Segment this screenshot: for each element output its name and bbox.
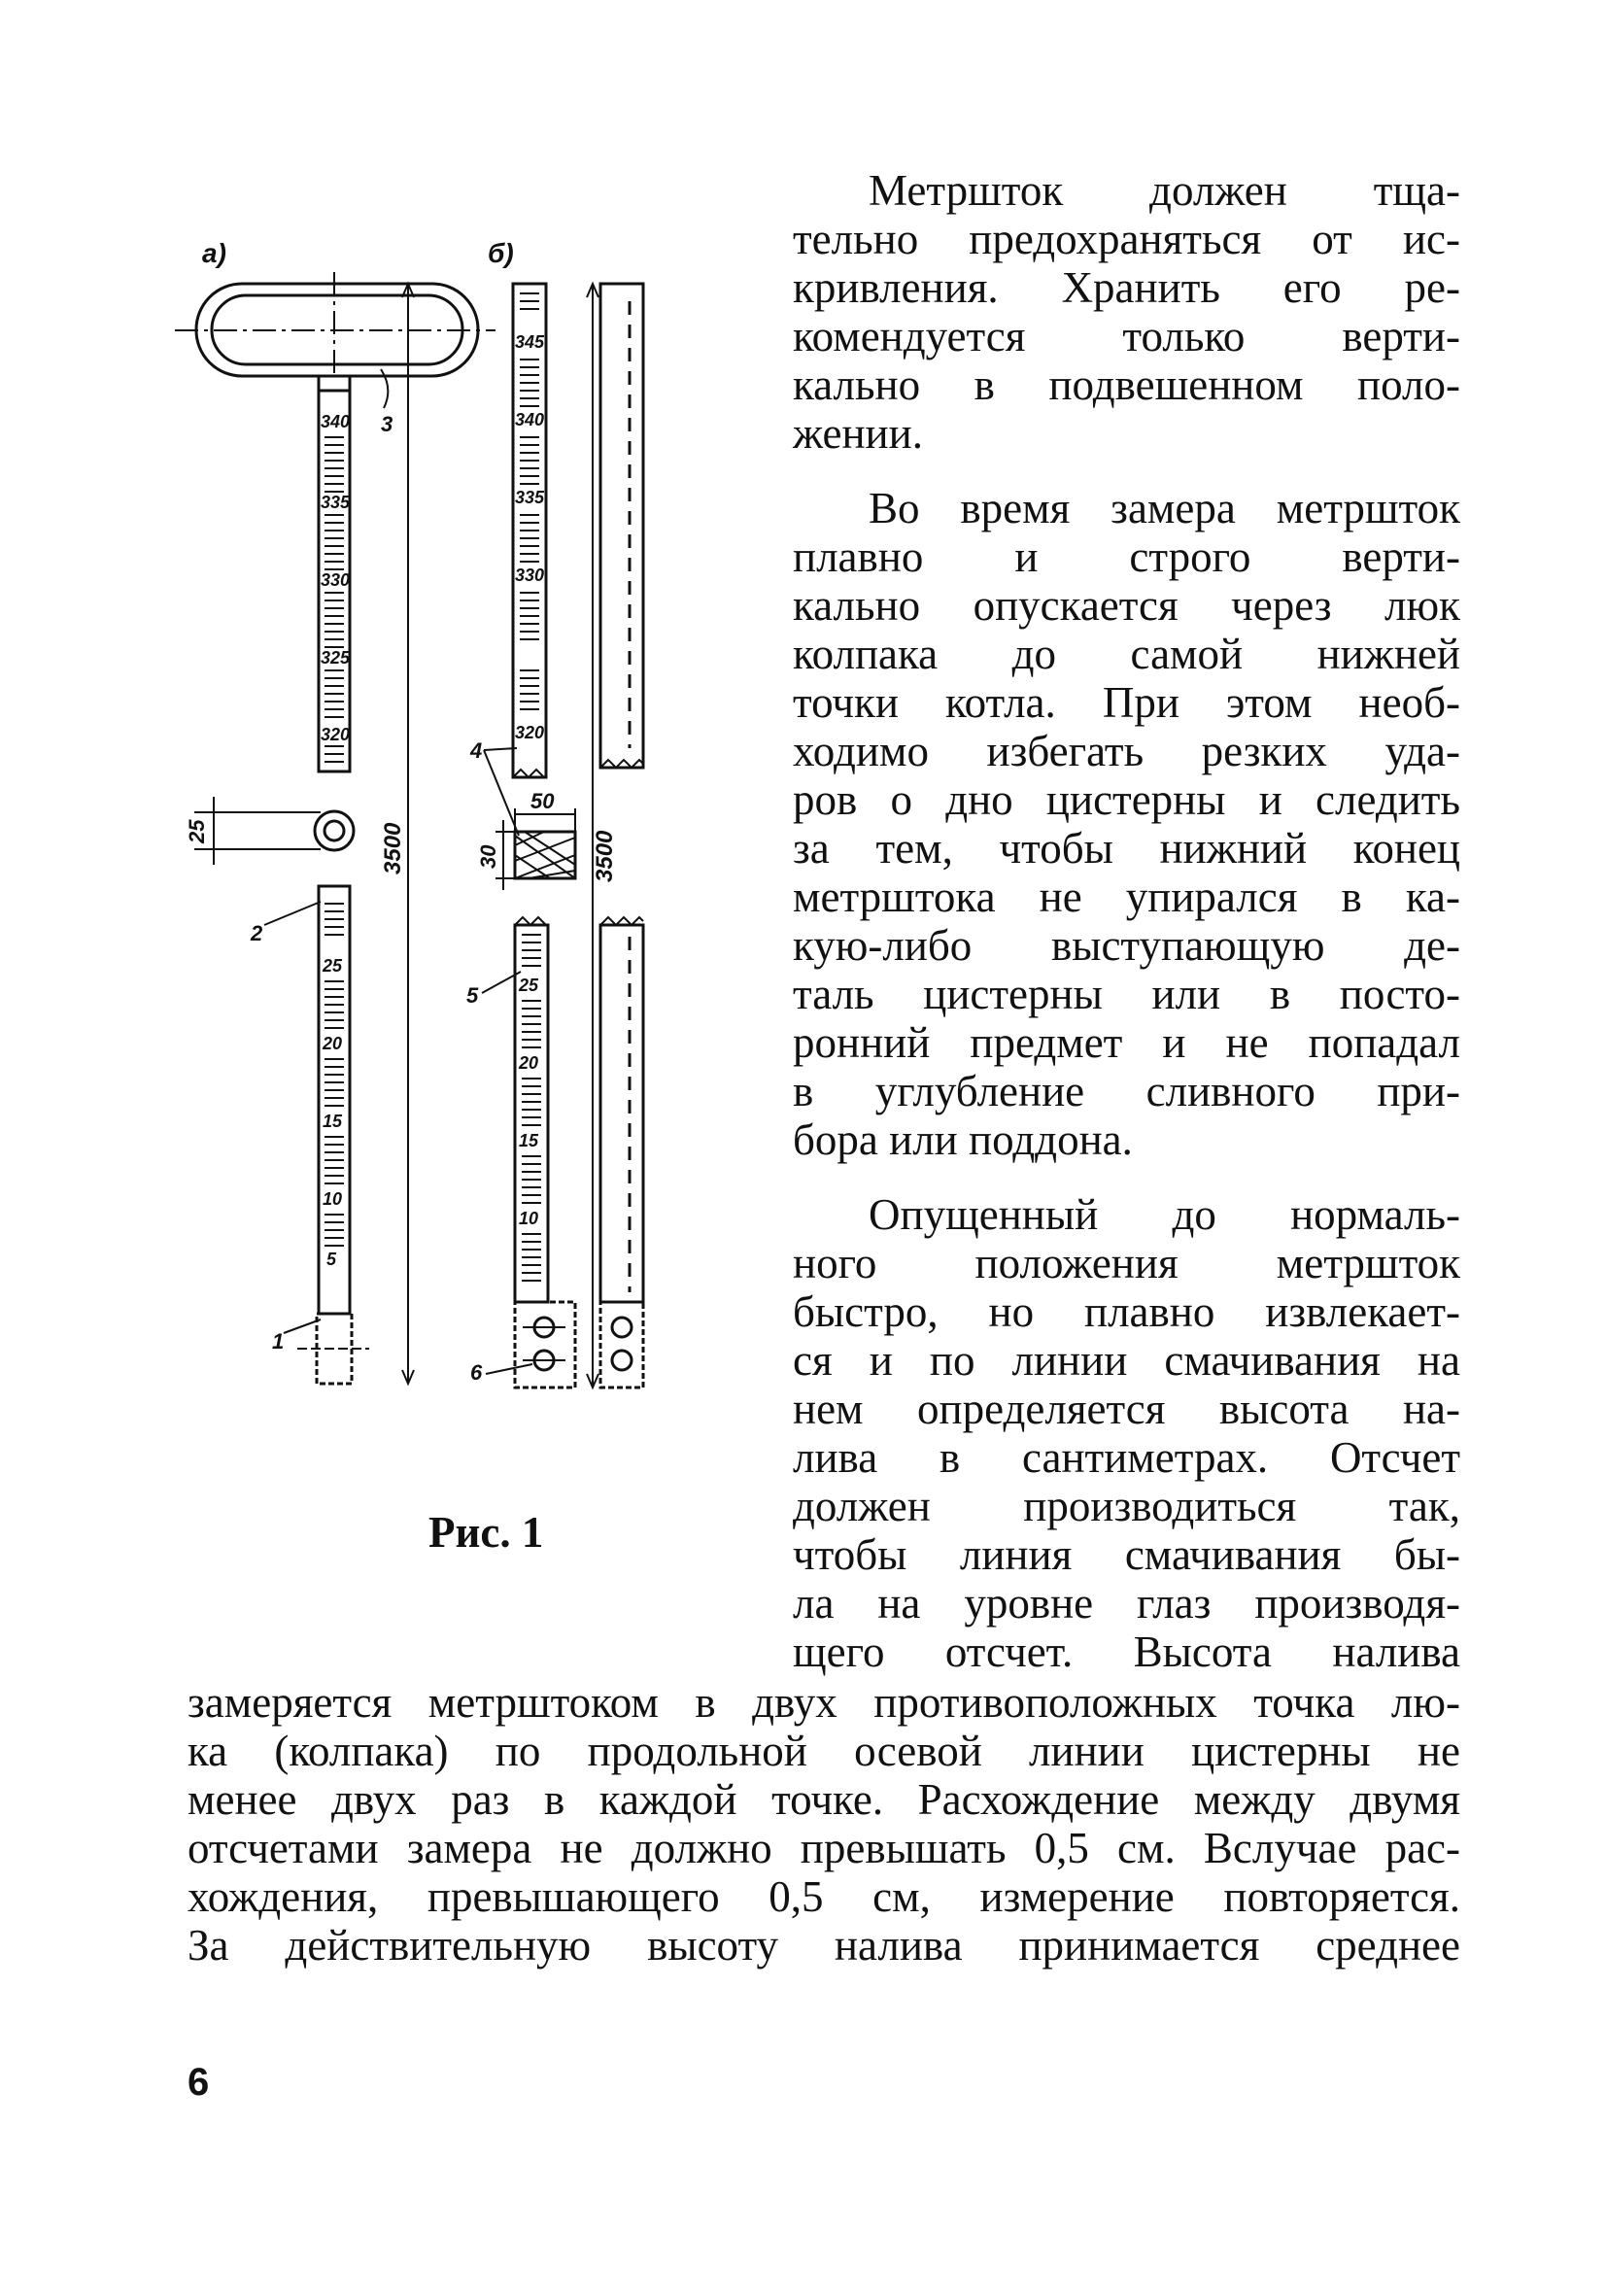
rod-tip-b (515, 1302, 575, 1388)
text-line: точки котла. При этом необ- (793, 678, 1460, 727)
text-line: ся и по линии смачивания на (793, 1336, 1460, 1385)
panel-b (466, 238, 643, 1388)
text-line: нем определяется высота на- (793, 1385, 1460, 1433)
tip-hole (612, 1318, 632, 1337)
hatching (515, 832, 575, 878)
text-line: хождения, превышающего 0,5 см, измерение повторяется. (188, 1872, 1460, 1921)
panel-label-a: а) (202, 238, 226, 268)
dimension-label: 50 (530, 789, 555, 813)
text-line: замеряется метрштоком в двух противоположных точка лю- (188, 1678, 1460, 1727)
scale-label: 335 (515, 488, 545, 507)
text-line: ронний предмет и не попадал (793, 1018, 1460, 1067)
scale-label: 320 (515, 723, 545, 742)
scale-label: 20 (323, 1034, 343, 1053)
text-line: тельно предохраняться от ис- (793, 215, 1460, 263)
callout-label: 3 (381, 412, 393, 436)
dimension-label: 30 (476, 844, 500, 869)
text-line: ходимо избегать резких уда- (793, 727, 1460, 775)
scale-label: 15 (519, 1131, 539, 1150)
callout-label: 5 (466, 983, 479, 1008)
text-line: менее двух раз в каждой точке. Расхождение между двумя (188, 1775, 1460, 1824)
text-line: метрштока не упирался в ка- (793, 873, 1460, 921)
leader-line (264, 902, 321, 925)
panel-a (175, 238, 495, 1384)
text-line: кально опускается через люк (793, 581, 1460, 630)
callout-label: 1 (272, 1329, 285, 1354)
paragraph-2 (793, 484, 1460, 1164)
text-line: ров о дно цистерны и следить (793, 775, 1460, 824)
scale-label: 320 (321, 725, 351, 744)
dimension-label: 25 (185, 819, 209, 843)
tip-hole (612, 1351, 632, 1370)
side-view-lower (600, 925, 643, 1302)
text-line: кую-либо выступающую де- (793, 921, 1460, 970)
callout-label: 4 (470, 738, 483, 763)
joint-hole (325, 821, 344, 840)
text-line: за тем, чтобы нижний конец (793, 824, 1460, 873)
paragraph-3 (793, 1190, 1460, 1676)
text-line: комендуется только верти- (793, 312, 1460, 360)
text-line: быстро, но плавно извлекает- (793, 1287, 1460, 1336)
text-line: За действительную высоту налива принимается среднее (188, 1921, 1460, 1970)
dimension-label: 3500 (380, 822, 406, 874)
dimension-label: 3500 (592, 830, 618, 882)
text-line: отсчетами замера не должно превышать 0,5 см. Вслучае рас- (188, 1824, 1460, 1872)
text-line: бора или поддона. (793, 1115, 1133, 1164)
scale-label: 340 (321, 412, 351, 431)
figure-caption: Рис. 1 (428, 1508, 544, 1557)
text-line: кально в подвешенном поло- (793, 360, 1460, 409)
text-line: чтобы линия смачивания бы- (793, 1530, 1460, 1579)
text-line: кривления. Хранить его ре- (793, 263, 1460, 312)
figure-measuring-rod (175, 233, 719, 1428)
scale-label: 325 (321, 648, 351, 668)
side-view-tip (600, 1302, 643, 1388)
scale-label: 335 (321, 493, 351, 512)
text-line: лива в сантиметрах. Отсчет (793, 1433, 1460, 1482)
scale-label: 25 (519, 976, 539, 995)
paragraph-4 (188, 1678, 1460, 1970)
text-line: Опущенный до нормаль- (869, 1190, 1460, 1239)
panel-label-b: б) (488, 238, 514, 268)
text-line: жении. (793, 409, 923, 458)
text-line: колпака до самой нижней (793, 630, 1460, 678)
text-line: Во время замера метршток (869, 484, 1460, 532)
text-line: таль цистерны или в посто- (793, 970, 1460, 1018)
text-line: ла на уровне глаз производя- (793, 1579, 1460, 1628)
handle-neck (319, 376, 350, 391)
tick-marks (325, 437, 344, 762)
joint-ring (315, 811, 354, 850)
scale-label: 10 (323, 1189, 343, 1209)
scale-label: 25 (323, 956, 343, 976)
scale-label: 330 (321, 570, 351, 590)
scale-label: 10 (519, 1209, 539, 1228)
side-view-upper (600, 284, 643, 768)
leader-line (486, 1364, 532, 1374)
page-number: 6 (188, 2061, 210, 2104)
paragraph-1 (793, 166, 1460, 458)
text-line: щего отсчет. Высота налива (793, 1628, 1460, 1676)
leader-line (284, 1319, 321, 1333)
text-line: Метршток должен тща- (869, 166, 1460, 215)
callout-label: 6 (470, 1360, 483, 1385)
scale-label: 345 (515, 332, 545, 352)
callout-label: 2 (251, 921, 263, 945)
scale-label: 340 (515, 410, 545, 429)
scale-label: 15 (323, 1112, 343, 1131)
text-line: плавно и строго верти- (793, 532, 1460, 581)
scale-label: 5 (326, 1250, 337, 1269)
text-line: в углубление сливного при- (793, 1067, 1460, 1115)
text-line: ного положения метршток (793, 1239, 1460, 1287)
scale-label: 330 (515, 565, 545, 585)
scale-label: 20 (519, 1053, 539, 1073)
text-line: ка (колпака) по продольной осевой линии цистерны не (188, 1727, 1460, 1775)
text-line: должен производиться так, (793, 1482, 1460, 1530)
